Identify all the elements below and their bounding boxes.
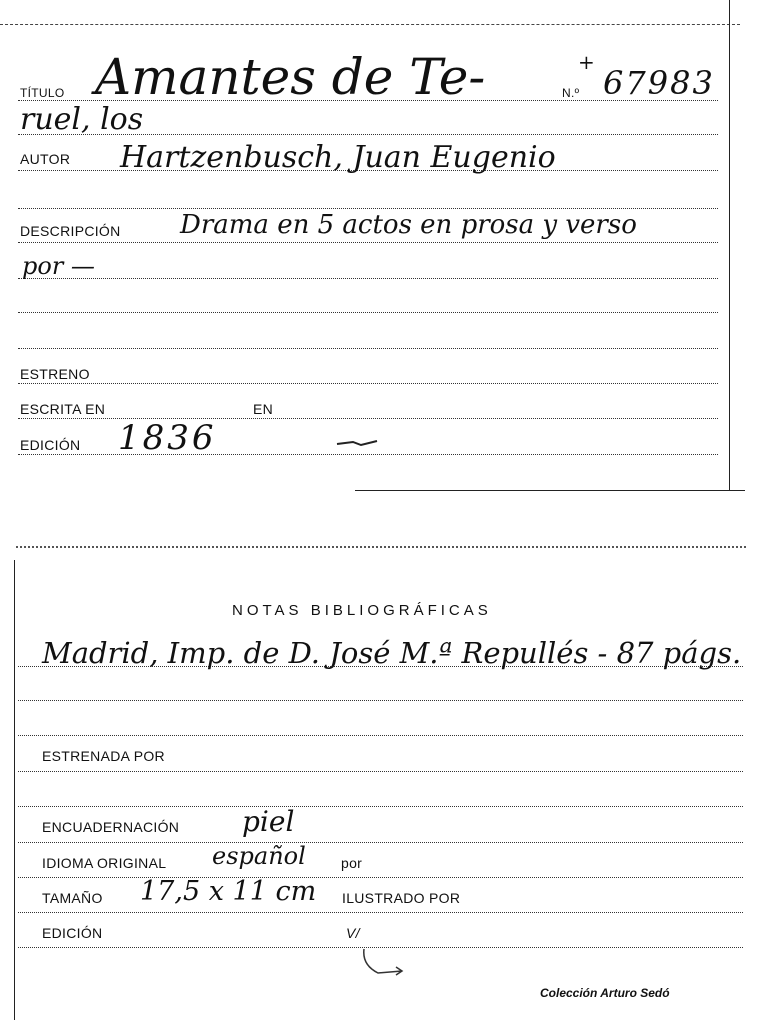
pencil-check-mark — [358, 945, 408, 979]
rule-line — [18, 383, 718, 384]
edicion-label: EDICIÓN — [20, 437, 81, 453]
escrita-en-label: ESCRITA EN — [20, 401, 106, 417]
encuadernacion-label: ENCUADERNACIÓN — [42, 819, 180, 835]
rule-line — [18, 348, 718, 349]
rule-line — [18, 208, 718, 209]
descripcion-value-line2: por — — [22, 252, 95, 280]
estrenada-por-label: ESTRENADA POR — [42, 748, 165, 764]
tamano-label: TAMAÑO — [42, 890, 103, 906]
descripcion-label: DESCRIPCIÓN — [20, 223, 121, 239]
edicion-notes-label: EDICIÓN — [42, 925, 103, 941]
rule-line — [18, 842, 743, 843]
collection-credit: Colección Arturo Sedó — [540, 986, 670, 1000]
rule-line — [355, 490, 745, 491]
notas-heading: NOTAS BIBLIOGRÁFICAS — [232, 602, 492, 619]
rule-line — [18, 242, 718, 243]
notes-line: Madrid, Imp. de D. José M.ª Repullés - 87 págs. — [42, 636, 742, 670]
ink-mark — [335, 436, 380, 452]
idioma-label: IDIOMA ORIGINAL — [42, 855, 167, 871]
rule-line — [18, 312, 718, 313]
por-label: por — [341, 855, 363, 871]
numero-label: N.º — [562, 86, 580, 100]
edicion-notes-value: V/ — [346, 925, 360, 941]
rule-line — [18, 735, 743, 736]
idioma-value: español — [212, 842, 306, 870]
ilustrado-por-label: ILUSTRADO POR — [342, 890, 461, 906]
rule-line — [18, 771, 743, 772]
numero-mark: + — [578, 50, 595, 74]
numero-value: 67983 — [603, 64, 715, 102]
estreno-label: ESTRENO — [20, 366, 90, 382]
autor-value: Hartzenbusch, Juan Eugenio — [120, 140, 556, 175]
tamano-value: 17,5 x 11 cm — [140, 876, 317, 907]
titulo-value-line2: ruel, los — [20, 102, 144, 137]
en-label: EN — [253, 401, 274, 417]
titulo-label: TÍTULO — [20, 86, 65, 100]
scan-edge-middle — [16, 546, 746, 560]
rule-line — [18, 912, 743, 913]
encuadernacion-value: piel — [242, 805, 295, 838]
edicion-value: 1836 — [118, 418, 217, 458]
rule-line — [18, 278, 718, 279]
autor-label: AUTOR — [20, 151, 71, 167]
rule-line — [18, 877, 743, 878]
rule-line — [18, 806, 743, 807]
rule-line — [18, 700, 743, 701]
descripcion-value-line1: Drama en 5 actos en prosa y verso — [180, 210, 637, 240]
titulo-value-line1: Amantes de Te- — [95, 48, 486, 106]
